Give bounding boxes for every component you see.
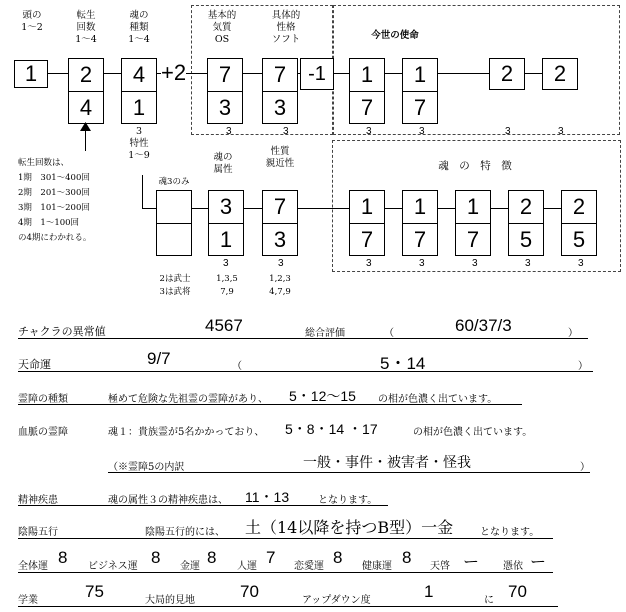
rebirth-top: 2 — [69, 59, 103, 92]
breakdown-close: ） — [580, 462, 590, 473]
mission1-bottom: 7 — [360, 94, 374, 120]
mission1-top: 1 — [350, 59, 384, 92]
kyoku-label: 大局的見地 — [145, 595, 195, 606]
basic-top: 7 — [208, 59, 242, 92]
f3-top: 1 — [456, 191, 490, 224]
concrete-top: 7 — [263, 59, 297, 92]
feature-box-5 — [561, 190, 597, 256]
soul3-top — [157, 191, 191, 224]
small-3: 3 — [226, 126, 232, 137]
warrior-note: 2は武士 3は武将 — [159, 274, 191, 297]
ni-label: に — [484, 595, 494, 606]
rebirth-bottom: 4 — [79, 94, 93, 120]
label-basic: 基本的 気質 OS — [207, 10, 237, 45]
feature-box-1 — [349, 190, 385, 256]
fortune-label: 憑依 — [503, 561, 523, 572]
ketsumyaku-label: 血脈の霊障 — [18, 427, 68, 438]
mission-box-1 — [349, 58, 385, 124]
updown-label: アップダウン度 — [302, 595, 371, 606]
mission-box-2 — [402, 58, 438, 124]
fortune-label: 人運 — [237, 561, 257, 572]
reisho-pre: 極めて危険な先祖霊の霊障があり、 — [108, 394, 268, 405]
ketsumyaku-nums: 5・8・14 ・17 — [285, 421, 378, 437]
inyo-underline — [18, 538, 553, 539]
updown2-value: 70 — [508, 582, 527, 601]
label-aff: 性質 親近性 — [265, 146, 295, 169]
ketsumyaku-post: の相が色濃く出ています。 — [413, 427, 533, 438]
fortune-value: 8 — [402, 548, 412, 567]
fortune-value: 7 — [266, 548, 276, 567]
label-concrete: 具体的 性格 ソフト — [271, 10, 301, 45]
breakdown-underline — [108, 472, 590, 473]
inyo-pre: 陰陽五行的には、 — [145, 527, 225, 538]
small-3: 3 — [472, 258, 478, 269]
label-mission: 今世の使命 — [371, 30, 419, 41]
right1-value: 2 — [500, 61, 514, 86]
fortune-label: 全体運 — [18, 561, 48, 572]
breakdown-label: （※霊障5の内訳 — [108, 462, 185, 473]
f1-bottom: 7 — [360, 226, 374, 252]
f4-top: 2 — [509, 191, 543, 224]
basic-box — [207, 58, 243, 124]
label-head: 頭の 1〜2 — [21, 10, 43, 33]
trait-label: 3 特性 1〜9 — [128, 126, 150, 161]
eval-value: 60/37/3 — [455, 316, 512, 335]
seishin-pre: 魂の属性３の精神疾患は、 — [108, 495, 228, 506]
rebirth-box — [68, 58, 104, 124]
seishin-nums: 11・13 — [245, 489, 290, 505]
small-3: 3 — [283, 126, 289, 137]
reisho-nums: 5・12〜15 — [289, 388, 356, 404]
small-3: 3 — [419, 258, 425, 269]
right-box-2 — [542, 58, 578, 90]
tenmei-underline — [18, 371, 593, 372]
right-box-1 — [489, 58, 525, 90]
updown-value: 1 — [424, 582, 434, 601]
seishin-label: 精神疾患 — [18, 495, 58, 506]
soul-type-box — [121, 58, 157, 124]
tenmei-label: 天命運 — [18, 358, 51, 371]
soul-type-bottom: 1 — [132, 94, 146, 120]
small-3: 3 — [419, 126, 425, 137]
fortune-value: 8 — [207, 548, 217, 567]
concrete-bottom: 3 — [273, 94, 287, 120]
trait-connector — [142, 175, 143, 208]
fortune-label: ビジネス運 — [88, 561, 138, 572]
aff-values-note: 1,2,3 4,7,9 — [269, 274, 291, 297]
label-feature: 魂 の 特 徴 — [438, 160, 512, 172]
rebirth-note: 転生回数は、 1期 301〜400回 2期 201〜300回 3期 101〜200回 4期 1〜100回 の4期にわかれる。 — [18, 158, 92, 243]
aff-bottom: 3 — [273, 226, 287, 252]
chakra-value: 4567 — [205, 316, 243, 335]
aff-top: 7 — [263, 191, 297, 224]
eval-open: （ — [384, 328, 394, 339]
inyo-label: 陰陽五行 — [18, 527, 58, 538]
small-3: 3 — [578, 258, 584, 269]
small-3: 3 — [505, 126, 511, 137]
arrow-up-icon — [80, 122, 91, 131]
seishin-post: となります。 — [318, 495, 378, 506]
label-rebirth: 転生 回数 1〜4 — [75, 10, 97, 45]
attr-bottom: 1 — [219, 226, 233, 252]
seishin-underline — [18, 505, 388, 506]
inyo-value: 土（14以降を持つB型）一金 — [245, 518, 454, 537]
chakra-label: チャクラの異常値 — [18, 325, 106, 338]
fortune-value: 8 — [333, 548, 343, 567]
f4-bottom: 5 — [519, 226, 533, 252]
gakugyo-label: 学業 — [18, 595, 38, 606]
last-underline — [18, 606, 558, 607]
fortune-label: 健康運 — [362, 561, 392, 572]
head-box — [14, 60, 48, 88]
fortune-value: 8 — [58, 548, 68, 567]
reisho-label: 霊障の種類 — [18, 394, 68, 405]
fortune-label: 金運 — [180, 561, 200, 572]
tenmei-value: 9/7 — [147, 349, 171, 368]
basic-bottom: 3 — [218, 94, 232, 120]
mission2-bottom: 7 — [413, 94, 427, 120]
small-3: 3 — [278, 258, 284, 269]
eval-close: ） — [568, 328, 578, 339]
head-value: 1 — [24, 61, 38, 86]
f2-bottom: 7 — [413, 226, 427, 252]
feature-box-3 — [455, 190, 491, 256]
fortune-value: 8 — [151, 548, 161, 567]
reisho-underline — [18, 404, 522, 405]
attr-top: 3 — [209, 191, 243, 224]
feature-box-2 — [402, 190, 438, 256]
label-soul-type: 魂の 種類 1〜4 — [128, 10, 150, 45]
attr-box — [208, 190, 244, 256]
concrete-box — [262, 58, 298, 124]
fortune-value: ー — [463, 552, 480, 571]
feature-box-4 — [508, 190, 544, 256]
f1-top: 1 — [350, 191, 384, 224]
fortune-value: ー — [530, 552, 547, 571]
fortunes-underline — [18, 572, 553, 573]
kyoku-value: 70 — [240, 582, 259, 601]
minus-one: -1 — [308, 63, 326, 85]
fortune-label: 恋愛運 — [294, 561, 324, 572]
soul3-box — [156, 190, 192, 256]
plus-two: +2 — [161, 60, 187, 85]
aff-box — [262, 190, 298, 256]
tenmei-close: ） — [578, 361, 588, 372]
chakra-underline — [18, 338, 588, 339]
soul-type-top: 4 — [122, 59, 156, 92]
right2-value: 2 — [553, 61, 567, 86]
tenmei-inner: 5・14 — [380, 354, 426, 373]
label-attr: 魂の 属性 — [213, 152, 233, 175]
gakugyo-value: 75 — [85, 582, 104, 601]
f2-top: 1 — [403, 191, 437, 224]
small-3: 3 — [223, 258, 229, 269]
f5-top: 2 — [562, 191, 596, 224]
eval-label: 総合評価 — [305, 328, 345, 339]
fortune-label: 天啓 — [430, 561, 450, 572]
mission2-top: 1 — [403, 59, 437, 92]
minus-one-box — [300, 58, 334, 90]
ketsumyaku-pre: 魂１：貴族霊が5名かかっており、 — [108, 427, 265, 438]
inyo-post: となります。 — [480, 527, 540, 538]
trait-connector-h — [142, 208, 156, 209]
small-3: 3 — [366, 258, 372, 269]
f3-bottom: 7 — [466, 226, 480, 252]
breakdown-value: 一般・事件・被害者・怪我 — [303, 455, 471, 471]
tenmei-open: （ — [232, 361, 242, 372]
reisho-post: の相が色濃く出ています。 — [378, 394, 498, 405]
attr-values-note: 1,3,5 7,9 — [216, 274, 238, 297]
soul3-only-label: 魂3のみ — [158, 177, 190, 187]
small-3: 3 — [525, 258, 531, 269]
small-3: 3 — [558, 126, 564, 137]
small-3: 3 — [366, 126, 372, 137]
f5-bottom: 5 — [572, 226, 586, 252]
